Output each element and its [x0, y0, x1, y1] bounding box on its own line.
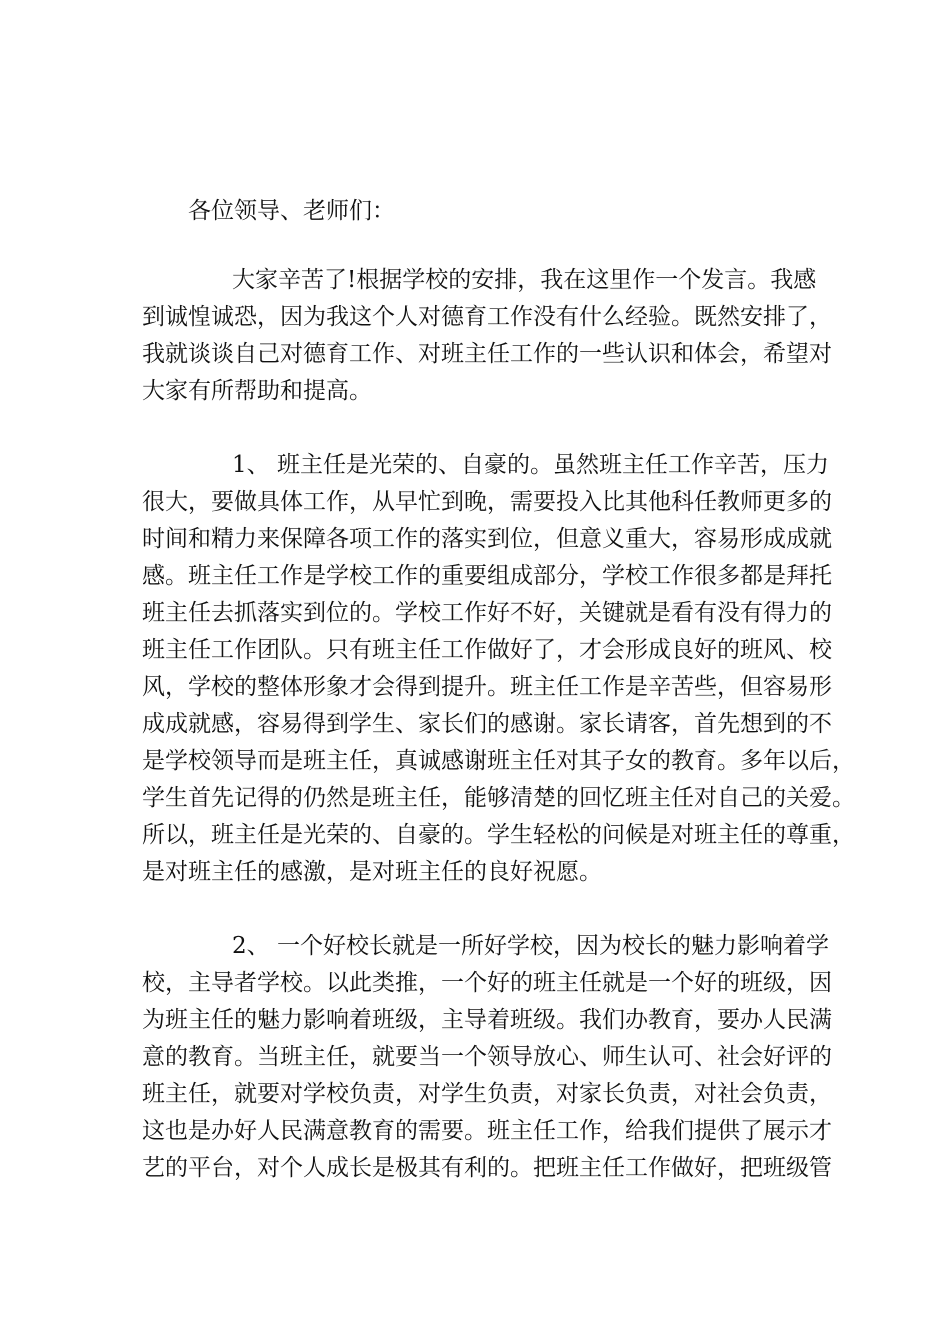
paragraph-line: 所以，班主任是光荣的、自豪的。学生轻松的问候是对班主任的尊重，: [142, 822, 855, 848]
paragraph-line: 大家辛苦了!根据学校的安排，我在这里作一个发言。我感: [232, 267, 817, 293]
paragraph-line: 学生首先记得的仍然是班主任，能够清楚的回忆班主任对自己的关爱。: [142, 785, 855, 811]
paragraph-line: 班主任工作团队。只有班主任工作做好了，才会形成良好的班风、校: [142, 637, 832, 663]
paragraph-line: 我就谈谈自己对德育工作、对班主任工作的一些认识和体会，希望对: [142, 341, 832, 367]
paragraph-line: 2、 一个好校长就是一所好学校，因为校长的魅力影响着学: [232, 933, 829, 959]
paragraph-line: 感。班主任工作是学校工作的重要组成部分，学校工作很多都是拜托: [142, 563, 832, 589]
salutation: 各位领导、老师们：: [188, 198, 395, 224]
paragraph-line: 大家有所帮助和提高。: [142, 378, 372, 404]
paragraph-line: 成成就感，容易得到学生、家长们的感谢。家长请客，首先想到的不: [142, 711, 832, 737]
paragraph-line: 班主任，就要对学校负责，对学生负责，对家长负责，对社会负责，: [142, 1081, 832, 1107]
paragraph-line: 为班主任的魅力影响着班级，主导着班级。我们办教育，要办人民满: [142, 1007, 832, 1033]
paragraph-line: 时间和精力来保障各项工作的落实到位，但意义重大，容易形成成就: [142, 526, 832, 552]
paragraph-line: 意的教育。当班主任，就要当一个领导放心、师生认可、社会好评的: [142, 1044, 832, 1070]
paragraph-line: 1、 班主任是光荣的、自豪的。虽然班主任工作辛苦，压力: [232, 452, 829, 478]
paragraph-line: 风，学校的整体形象才会得到提升。班主任工作是辛苦些，但容易形: [142, 674, 832, 700]
paragraph-line: 到诚惶诚恐，因为我这个人对德育工作没有什么经验。既然安排了，: [142, 304, 832, 330]
paragraph-line: 很大，要做具体工作，从早忙到晚，需要投入比其他科任教师更多的: [142, 489, 832, 515]
paragraph-line: 是学校领导而是班主任，真诚感谢班主任对其子女的教育。多年以后，: [142, 748, 855, 774]
paragraph-line: 这也是办好人民满意教育的需要。班主任工作，给我们提供了展示才: [142, 1118, 832, 1144]
paragraph-line: 班主任去抓落实到位的。学校工作好不好，关键就是看有没有得力的: [142, 600, 832, 626]
paragraph-line: 是对班主任的感激，是对班主任的良好祝愿。: [142, 859, 602, 885]
paragraph-line: 艺的平台，对个人成长是极其有利的。把班主任工作做好，把班级管: [142, 1155, 832, 1181]
paragraph-line: 校，主导者学校。以此类推，一个好的班主任就是一个好的班级，因: [142, 970, 832, 996]
